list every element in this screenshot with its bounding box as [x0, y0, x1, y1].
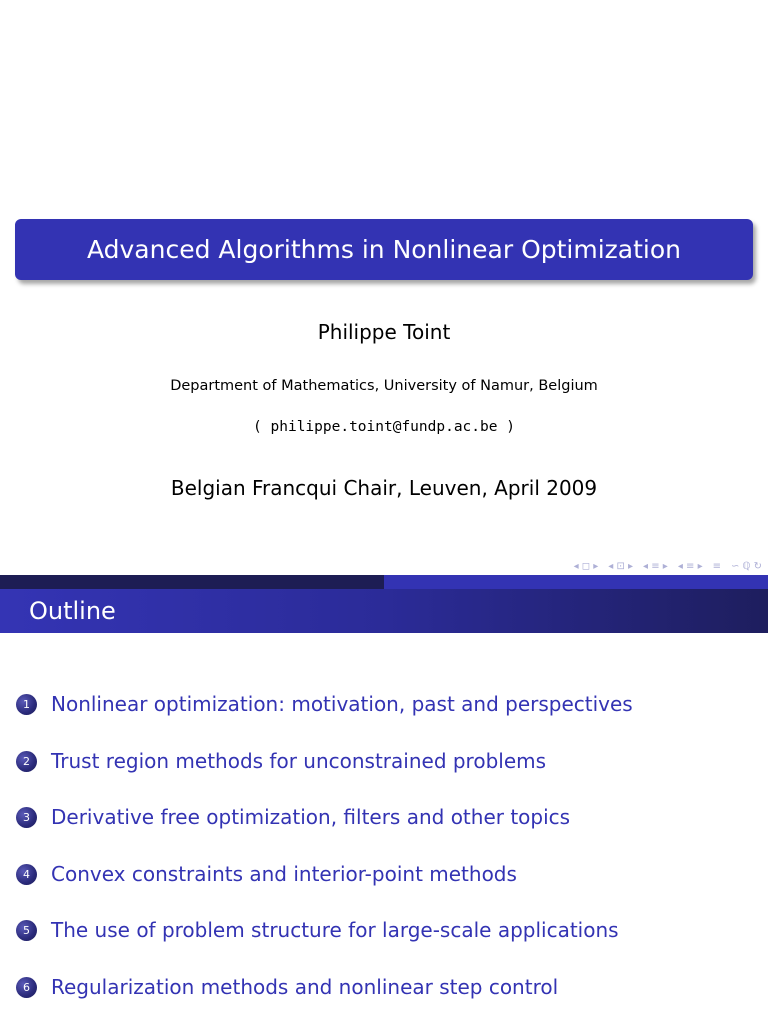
outline-slide: [0, 575, 768, 1024]
search-nav-icon[interactable]: ∽ ℚ ↻: [731, 561, 762, 572]
author-email[interactable]: ( philippe.toint@fundp.ac.be ): [253, 419, 515, 435]
toc-item[interactable]: [16, 748, 756, 805]
title-box: [15, 219, 753, 280]
toc-item[interactable]: [16, 861, 756, 918]
toc-item-label[interactable]: Convex constraints and interior-point methods: [51, 861, 517, 886]
toc-item-label[interactable]: Nonlinear optimization: motivation, past and perspectives: [51, 692, 633, 716]
author-name: Philippe Toint: [317, 320, 451, 344]
toc-item-label[interactable]: The use of problem structure for large-scale applications: [51, 918, 619, 943]
presentation-title: Advanced Algorithms in Nonlinear Optimization: [86, 235, 681, 264]
frame-title: Outline: [29, 597, 116, 625]
toc-item-label[interactable]: Trust region methods for unconstrained problems: [51, 748, 547, 773]
toc-item[interactable]: [16, 804, 756, 861]
frame-title-bar: [0, 589, 768, 633]
toc-item-label[interactable]: Derivative free optimization, filters and other topics: [51, 805, 571, 830]
institute: Department of Mathematics, University of Namur, Belgium: [170, 378, 598, 394]
headline-bar-left: [0, 575, 384, 589]
toc-item[interactable]: [16, 691, 756, 748]
frame-nav-icon[interactable]: ◂ ◻ ▸: [573, 561, 599, 572]
toc-item[interactable]: [16, 917, 756, 974]
toc-number-ball: 2: [16, 751, 37, 772]
toc-item-label[interactable]: Regularization methods and nonlinear step control: [51, 974, 559, 999]
subsection-nav-icon[interactable]: ◂ ⊡ ▸: [608, 561, 634, 572]
toc-number-ball: 3: [16, 807, 37, 828]
section-nav-icon-2[interactable]: ◂ ≡ ▸: [677, 561, 703, 572]
toc-number-ball: 6: [16, 977, 37, 998]
toc-number-ball: 1: [16, 694, 37, 715]
headline-bar-right: [384, 575, 768, 589]
toc-number-ball: 5: [16, 920, 37, 941]
toc-number-ball: 4: [16, 864, 37, 885]
headline-bar: [0, 575, 768, 589]
event-date: Belgian Francqui Chair, Leuven, April 2009: [170, 476, 598, 500]
toc-item[interactable]: [16, 974, 756, 1031]
section-nav-icon[interactable]: ◂ ≡ ▸: [643, 561, 668, 572]
align-nav-icon[interactable]: ≡: [712, 561, 721, 572]
table-of-contents: [16, 691, 756, 1031]
beamer-navigation: [574, 561, 762, 572]
